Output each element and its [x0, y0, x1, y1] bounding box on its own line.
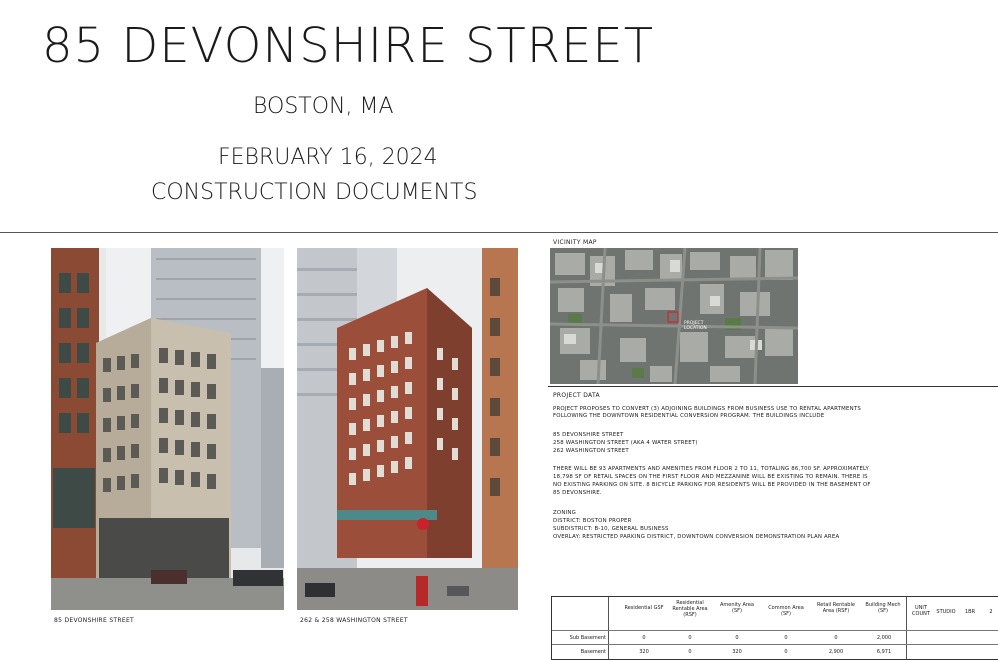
table-header: STUDIO	[936, 609, 956, 615]
table-row: Sub Basement 0 0 0 0 0 2,000	[552, 630, 998, 645]
table-header: UNIT COUNT	[912, 605, 930, 617]
table-header: Amenity Area (SF)	[720, 602, 754, 614]
table-header: 2	[989, 609, 993, 615]
project-data-line: 262 WASHINGTON STREET	[553, 448, 629, 454]
project-data-line: OVERLAY: RESTRICTED PARKING DISTRICT, DOWNTOWN CONVERSION DEMONSTRATION PLAN AREA	[553, 534, 840, 540]
table-header: 1BR	[964, 609, 976, 615]
project-data-line: 258 WASHINGTON STREET (AKA 4 WATER STREET)	[553, 440, 698, 446]
building-photo-washington	[297, 248, 518, 610]
project-location-marker: PROJECT LOCATION	[684, 321, 707, 331]
project-data-line: SUBDISTRICT: B-10, GENERAL BUSINESS	[553, 526, 669, 532]
table-header: Retail Rentable Area (RSF)	[817, 602, 855, 614]
project-data-line: PROJECT PROPOSES TO CONVERT (3) ADJOINING BUILDINGS FROM BUSINESS USE TO RENTAL APARTMENTS	[553, 406, 861, 412]
vicinity-map	[550, 248, 798, 384]
photo-caption-devonshire: 85 DEVONSHIRE STREET	[54, 617, 135, 624]
project-data-line: 18,798 SF OF RETAIL SPACES ON THE FIRST FLOOR AND MEZZANINE WILL BE EXISTING TO REMAIN. THERE IS	[553, 474, 868, 480]
zoning-heading: ZONING	[553, 510, 576, 516]
date-label: FEBRUARY 16, 2024	[218, 145, 438, 170]
project-data-line: THERE WILL BE 93 APARTMENTS AND AMENITIES FROM FLOOR 2 TO 11, TOTALING 86,700 SF. APPROXIMATELY	[553, 466, 870, 472]
document-title: 85 DEVONSHIRE STREET	[42, 18, 655, 74]
section-divider	[548, 386, 998, 387]
phase-label: CONSTRUCTION DOCUMENTS	[151, 180, 478, 205]
table-header: Residential Rentable Area (RSF)	[672, 600, 708, 618]
project-data-line: 85 DEVONSHIRE STREET	[553, 432, 624, 438]
project-data-line: DISTRICT: BOSTON PROPER	[553, 518, 632, 524]
area-table	[551, 596, 998, 660]
table-row: Basement 320 0 320 0 2,900 6,971	[552, 644, 998, 659]
building-photo-devonshire	[51, 248, 284, 610]
table-header: Building Mech (SF)	[865, 602, 901, 614]
vicinity-map-label: VICINITY MAP	[553, 239, 597, 246]
project-data-line: NO EXISTING PARKING ON SITE. 8 BICYCLE PARKING FOR RESIDENTS WILL BE PROVIDED IN THE BASEMENT OF	[553, 482, 871, 488]
city-label: BOSTON, MA	[253, 94, 394, 119]
project-data-label: PROJECT DATA	[553, 392, 600, 399]
project-data-line: FOLLOWING THE DOWNTOWN RESIDENTIAL CONVERSION PROGRAM. THE BUILDINGS INCLUDE	[553, 413, 825, 419]
table-header: Residential GSF	[624, 605, 664, 611]
header-divider	[0, 232, 998, 233]
table-header: Common Area (SF)	[768, 605, 804, 617]
photo-caption-washington: 262 & 258 WASHINGTON STREET	[300, 617, 408, 624]
project-data-line: 85 DEVONSHIRE.	[553, 490, 602, 496]
